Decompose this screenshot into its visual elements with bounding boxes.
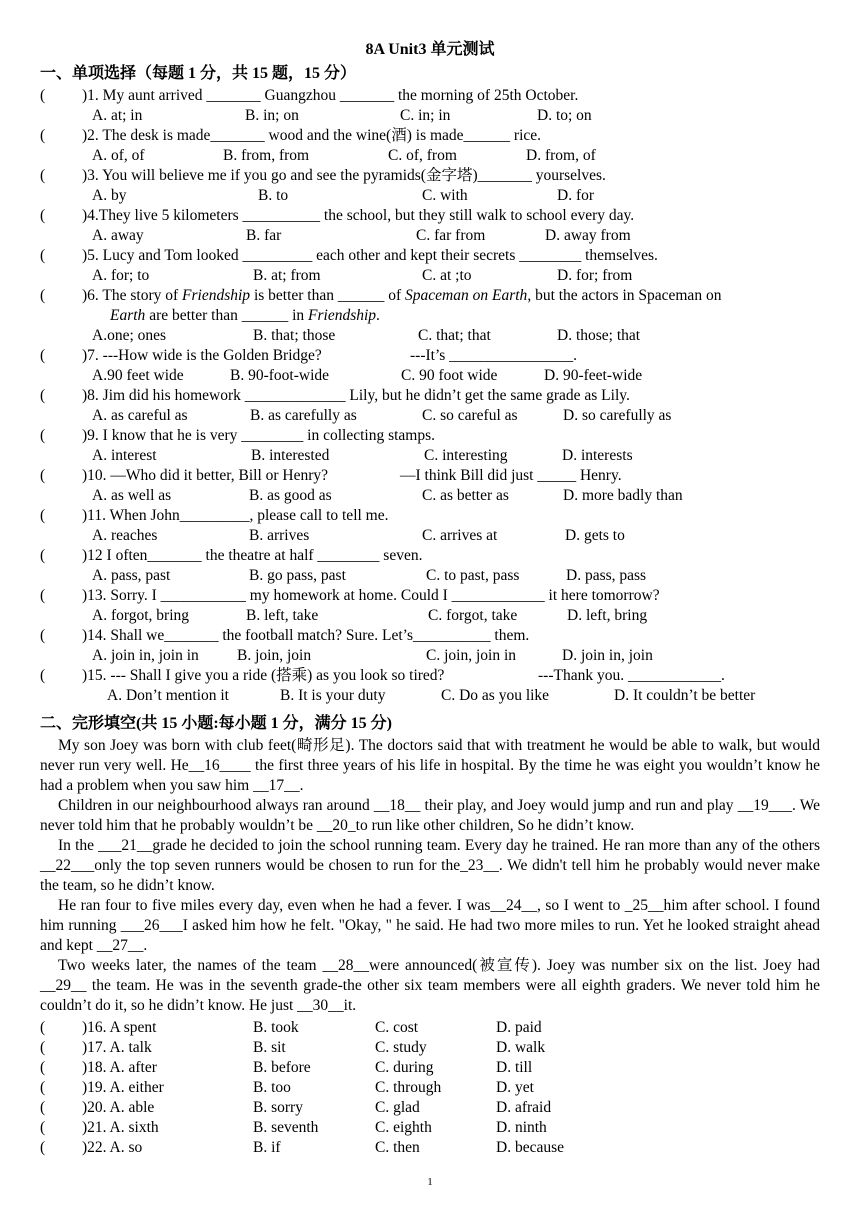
option-c: C. that; that [418, 327, 491, 344]
question-stem: )14. Shall we_______ the football match? Sure. Let’s__________ them. [82, 627, 530, 644]
option-c: C. 90 foot wide [401, 367, 498, 384]
cloze-option-a: )16. A spent [82, 1019, 157, 1036]
passage-paragraph: In the ___21__grade he decided to join the school running team. Every day he trained. He ran more than any of the others __22___only the top seven runners would be chosen to run for the_23__. We didn't tell him he probably would never make the team, so he didn’t know. [40, 837, 820, 894]
answer-paren: ( [40, 467, 46, 484]
option-b: B. arrives [249, 527, 310, 544]
option-d: D. gets to [565, 527, 625, 544]
page-number: 1 [427, 1176, 433, 1188]
cloze-option-a: )21. A. sixth [82, 1119, 159, 1136]
question-stem-continued: Earth are better than ______ in Friendship. [110, 307, 380, 324]
option-d: D. interests [562, 447, 633, 464]
cloze-option-b: B. seventh [253, 1119, 319, 1136]
answer-paren: ( [40, 547, 46, 564]
cloze-option-a: )18. A. after [82, 1059, 157, 1076]
cloze-option-d: D. ninth [496, 1119, 547, 1136]
page-title: 8A Unit3 单元测试 [365, 41, 495, 58]
option-b: B. from, from [223, 147, 310, 164]
answer-paren: ( [40, 627, 46, 644]
option-a: A. for; to [92, 267, 150, 284]
option-d: D. those; that [557, 327, 641, 344]
option-d: D. away from [545, 227, 631, 244]
option-d: D. from, of [526, 147, 596, 164]
cloze-passage [40, 736, 820, 1016]
section-heading-multiple-choice: 一、单项选择（每题 1 分，共 15 题，15 分） [40, 65, 357, 82]
option-a: A. reaches [92, 527, 158, 544]
option-c: C. with [422, 187, 468, 204]
option-d: D. for [557, 187, 595, 204]
answer-paren: ( [40, 127, 46, 144]
option-d: D. left, bring [567, 607, 648, 624]
option-a: A. as well as [92, 487, 172, 504]
passage-paragraph: He ran four to five miles every day, even when he had a fever. I was__24__, so I went to _25__him after school. I found him running ___26___I asked him how he felt. "Okay, " he said. He had two more miles to run. Yet he looked straight ahead and kept __27__. [40, 897, 820, 954]
answer-paren: ( [40, 1019, 46, 1036]
cloze-option-d: D. because [496, 1139, 564, 1156]
cloze-option-a: )20. A. able [82, 1099, 155, 1116]
cloze-option-a: )17. A. talk [82, 1039, 152, 1056]
cloze-option-d: D. paid [496, 1019, 542, 1036]
option-b: B. in; on [245, 107, 299, 124]
option-d: D. join in, join [562, 647, 653, 664]
option-d: D. It couldn’t be better [614, 687, 756, 704]
question-stem: )10. —Who did it better, Bill or Henry? [82, 467, 329, 484]
question-response: ---Thank you. ____________. [538, 667, 725, 684]
option-b: B. far [246, 227, 282, 244]
answer-paren: ( [40, 427, 46, 444]
cloze-option-c: C. during [375, 1059, 434, 1076]
cloze-option-b: B. sorry [253, 1099, 303, 1116]
cloze-option-b: B. took [253, 1019, 299, 1036]
question-response: ---It’s ________________. [410, 347, 578, 364]
option-c: C. to past, pass [426, 567, 520, 584]
option-a: A. by [92, 187, 127, 204]
cloze-option-b: B. before [253, 1059, 311, 1076]
answer-paren: ( [40, 1079, 46, 1096]
section-heading-cloze: 二、完形填空(共 15 小题:每小题 1 分，满分 15 分) [40, 715, 392, 732]
question-stem: )8. Jim did his homework _____________ Lily, but he didn’t get the same grade as Lily. [82, 387, 630, 404]
option-c: C. at ;to [422, 267, 472, 284]
option-b: B. to [258, 187, 289, 204]
answer-paren: ( [40, 287, 46, 304]
option-a: A. pass, past [92, 567, 171, 584]
question-stem: )11. When John_________, please call to tell me. [82, 507, 389, 524]
option-c: C. Do as you like [441, 687, 550, 704]
option-b: B. at; from [253, 267, 321, 284]
option-a: A. Don’t mention it [107, 687, 229, 704]
option-b: B. 90-foot-wide [230, 367, 330, 384]
answer-paren: ( [40, 87, 46, 104]
option-a: A.one; ones [92, 327, 167, 344]
answer-paren: ( [40, 387, 46, 404]
option-a: A.90 feet wide [92, 367, 184, 384]
cloze-option-c: C. then [375, 1139, 420, 1156]
cloze-option-d: D. till [496, 1059, 533, 1076]
answer-paren: ( [40, 347, 46, 364]
option-b: B. It is your duty [280, 687, 386, 704]
option-b: B. that; those [253, 327, 336, 344]
cloze-option-c: C. glad [375, 1099, 420, 1116]
cloze-option-c: C. study [375, 1039, 427, 1056]
passage-paragraph: Children in our neighbourhood always ran around __18__ their play, and Joey would jump and run and play __19___. We never told him that he probably wouldn’t be __20_to run like other children, So he didn’t know. [40, 797, 820, 834]
question-stem: )3. You will believe me if you go and see the pyramids(金字塔)_______ yourselves. [82, 167, 606, 184]
option-a: A. of, of [92, 147, 145, 164]
answer-paren: ( [40, 1099, 46, 1116]
option-c: C. interesting [424, 447, 508, 464]
question-stem: )13. Sorry. I ___________ my homework at home. Could I ____________ it here tomorrow? [82, 587, 660, 604]
option-d: D. pass, pass [566, 567, 647, 584]
question-response: —I think Bill did just _____ Henry. [400, 467, 622, 484]
option-a: A. join in, join in [92, 647, 199, 664]
option-d: D. for; from [557, 267, 633, 284]
option-b: B. join, join [237, 647, 312, 664]
cloze-option-c: C. eighth [375, 1119, 432, 1136]
cloze-option-a: )22. A. so [82, 1139, 143, 1156]
option-c: C. far from [416, 227, 486, 244]
question-stem: )7. ---How wide is the Golden Bridge? [82, 347, 322, 364]
question-stem: )4.They live 5 kilometers __________ the school, but they still walk to school every day. [82, 207, 635, 224]
answer-paren: ( [40, 1059, 46, 1076]
cloze-option-b: B. sit [253, 1039, 286, 1056]
option-a: A. interest [92, 447, 157, 464]
cloze-option-c: C. through [375, 1079, 442, 1096]
answer-paren: ( [40, 247, 46, 264]
option-a: A. as careful as [92, 407, 188, 424]
option-c: C. as better as [422, 487, 509, 504]
option-d: D. more badly than [563, 487, 683, 504]
option-c: C. join, join in [426, 647, 516, 664]
option-c: C. in; in [400, 107, 451, 124]
cloze-option-d: D. walk [496, 1039, 546, 1056]
option-b: B. left, take [246, 607, 319, 624]
cloze-option-b: B. if [253, 1139, 281, 1156]
question-stem: )15. --- Shall I give you a ride (搭乘) as you look so tired? [82, 667, 445, 684]
option-c: C. of, from [388, 147, 457, 164]
answer-paren: ( [40, 587, 46, 604]
option-c: C. so careful as [422, 407, 518, 424]
cloze-option-a: )19. A. either [82, 1079, 164, 1096]
passage-paragraph: My son Joey was born with club feet(畸形足). The doctors said that with treatment he would be able to walk, but would never run very well. He__16____ the first three years of his life in hospital. By the time he was eight you wouldn’t know he had a problem when you saw him __17__. [40, 737, 820, 794]
option-b: B. go pass, past [249, 567, 346, 584]
answer-paren: ( [40, 1139, 46, 1156]
question-stem: )12 I often_______ the theatre at half ________ seven. [82, 547, 423, 564]
option-a: A. forgot, bring [92, 607, 190, 624]
passage-paragraph: Two weeks later, the names of the team __28__were announced(被宣传). Joey was number six on the list. Joey had __29__ the team. He was in the seventh grade-the other six team members were all eighth graders. We never told him he couldn’t do it, so he didn’t know. He just __30__it. [40, 957, 820, 1014]
answer-paren: ( [40, 167, 46, 184]
option-d: D. 90-feet-wide [544, 367, 643, 384]
answer-paren: ( [40, 667, 46, 684]
cloze-option-c: C. cost [375, 1019, 419, 1036]
answer-paren: ( [40, 507, 46, 524]
option-a: A. at; in [92, 107, 143, 124]
question-stem: )5. Lucy and Tom looked _________ each other and kept their secrets ________ themselves. [82, 247, 658, 264]
question-stem: )1. My aunt arrived _______ Guangzhou _______ the morning of 25th October. [82, 87, 579, 104]
cloze-option-d: D. afraid [496, 1099, 552, 1116]
option-d: D. so carefully as [563, 407, 672, 424]
option-b: B. as carefully as [250, 407, 357, 424]
question-stem: )2. The desk is made_______ wood and the wine(酒) is made______ rice. [82, 127, 542, 144]
question-stem: )9. I know that he is very ________ in collecting stamps. [82, 427, 435, 444]
question-stem: )6. The story of Friendship is better than ______ of Spaceman on Earth, but the actors in Spaceman on [82, 287, 722, 304]
answer-paren: ( [40, 207, 46, 224]
option-b: B. interested [251, 447, 330, 464]
option-d: D. to; on [537, 107, 592, 124]
answer-paren: ( [40, 1119, 46, 1136]
answer-paren: ( [40, 1039, 46, 1056]
option-b: B. as good as [249, 487, 332, 504]
option-c: C. forgot, take [428, 607, 518, 624]
option-a: A. away [92, 227, 144, 244]
option-c: C. arrives at [422, 527, 498, 544]
cloze-option-b: B. too [253, 1079, 291, 1096]
cloze-option-d: D. yet [496, 1079, 534, 1096]
